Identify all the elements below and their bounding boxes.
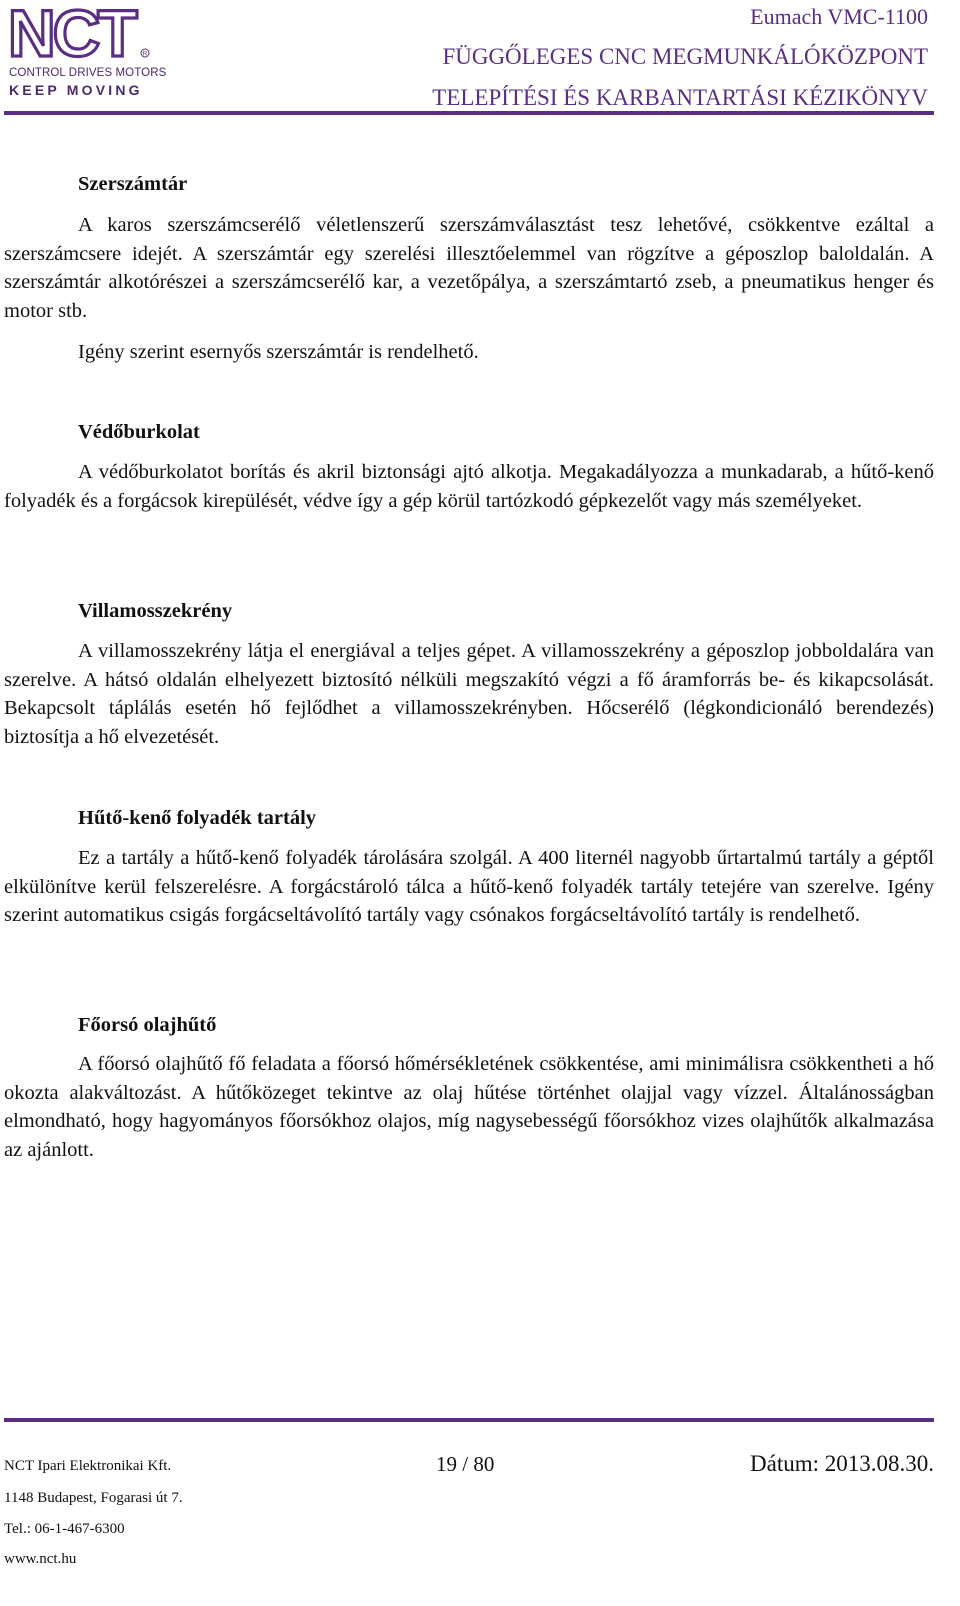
section-title-villamosszekreny: Villamosszekrény	[78, 600, 233, 622]
document-date: Dátum: 2013.08.30.	[750, 1451, 934, 1476]
page-header	[0, 0, 960, 118]
nct-logo-mark-icon	[8, 4, 158, 62]
footer-address: 1148 Budapest, Fogarasi út 7.	[4, 1490, 183, 1506]
footer-divider	[4, 1418, 934, 1422]
section-title-foorso-olajhuto: Főorsó olajhűtő	[78, 1014, 217, 1036]
header-subtitle-2: TELEPÍTÉSI ÉS KARBANTARTÁSI KÉZIKÖNYV	[432, 85, 928, 110]
section-paragraph: A villamosszekrény látja el energiával a teljes gépet. A villamosszekrény a géposzlop jobboldalára van szerelve. A hátsó oldalán elhelyezett biztosító nélküli megszakító végzi a fő áramforrás be- és kikapcsolását. Bekapcsolt táplálás esetén hő fejlődhet a villamosszekrényben. Hőcserélő (légkondicionáló berendezés) biztosítja a hő elvezetését.	[4, 640, 934, 748]
nct-logo	[8, 4, 167, 98]
logo-tagline-2: KEEP MOVING	[9, 82, 143, 98]
footer-company: NCT Ipari Elektronikai Kft.	[4, 1458, 172, 1474]
footer-website-link[interactable]: www.nct.hu	[4, 1551, 77, 1567]
header-subtitle-1: FÜGGŐLEGES CNC MEGMUNKÁLÓKÖZPONT	[442, 44, 928, 69]
section-title-vedoburkolat: Védőburkolat	[78, 421, 200, 443]
section-paragraph: A karos szerszámcserélő véletlenszerű szerszámválasztást tesz lehetővé, csökkentve ezáltal a szerszámcsere idejét. A szerszámtár egy szerelési illesztőelemmel van rögzítve a géposzlop baloldalán. A szerszámtár alkotórészei a szerszámcserélő kar, a vezetőpálya, a szerszámtartó zseb, a pneumatikus henger és motor stb.	[4, 214, 934, 322]
footer-phone: Tel.: 06-1-467-6300	[4, 1521, 125, 1537]
header-model: Eumach VMC-1100	[750, 4, 928, 29]
section-paragraph: Igény szerint esernyős szerszámtár is rendelhető.	[78, 341, 479, 363]
section-paragraph: A védőburkolatot borítás és akril biztonsági ajtó alkotja. Megakadályozza a munkadarab, a hűtő-kenő folyadék és a forgácsok kirepülését, védve így a gép körül tartózkodó gépkezelőt vagy más személyeket.	[4, 461, 934, 512]
section-paragraph: Ez a tartály a hűtő-kenő folyadék tárolására szolgál. A 400 liternél nagyobb űrtartalmú tartály a géptől elkülönítve kerül felszerelésre. A forgácstároló tálca a hűtő-kenő folyadék tartály tetejére van szerelve. Igény szerint automatikus csigás forgácseltávolító tartály vagy csónakos forgácseltávolító tartály is rendelhető.	[4, 847, 934, 926]
section-title-szerszamtar: Szerszámtár	[78, 173, 188, 195]
header-divider	[4, 111, 934, 115]
section-title-huto-keno-tartaly: Hűtő-kenő folyadék tartály	[78, 807, 317, 829]
svg-text:R: R	[142, 50, 148, 58]
page-number: 19 / 80	[436, 1452, 495, 1476]
logo-tagline-1: CONTROL DRIVES MOTORS	[9, 67, 167, 79]
section-paragraph: A főorsó olajhűtő fő feladata a főorsó hőmérsékletének csökkentése, ami minimálisra csökkentheti a hő okozta alakváltozást. A hűtőközeget tekintve az olaj hűtése történhet olajjal vagy vízzel. Általánosságban elmondható, hogy hagyományos főorsókhoz olajos, míg nagysebességű főorsókhoz vizes olajhűtők alkalmazása az ajánlott.	[4, 1053, 934, 1161]
logo-text: NCT	[8, 4, 135, 62]
